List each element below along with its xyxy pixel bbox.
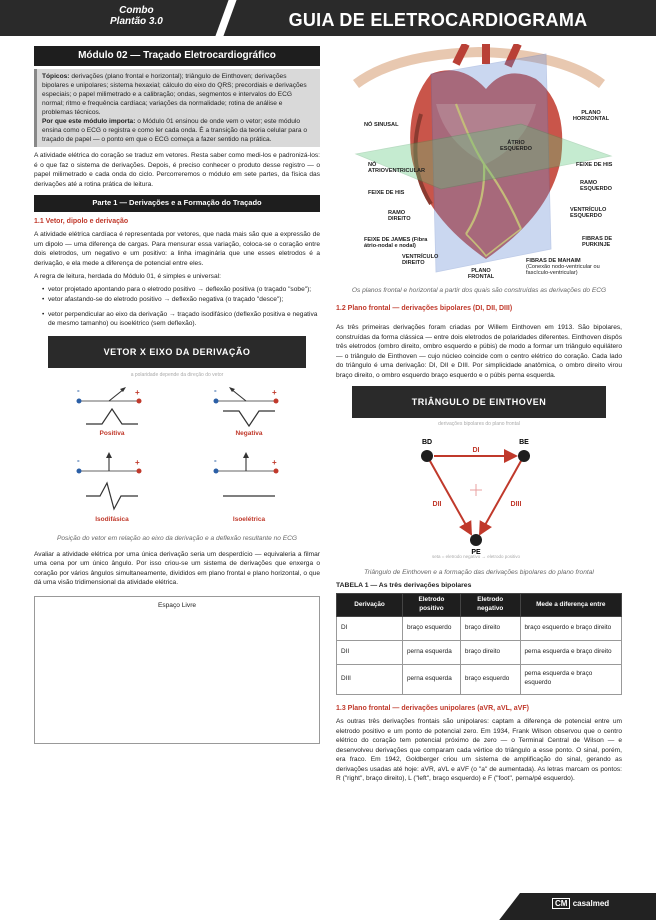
figure1-subtitle: a polaridade depende da direção do vetor	[130, 372, 224, 379]
label-mahaim	[526, 258, 622, 276]
intro-paragraph: A atividade elétrica do coração se traduz em vetores. Resta saber como medi-los e padronizá-los: é o que faz o sistema de derivações. Depois, é preciso conhecer o produto desse registro — o papel milimetrado e cada onda do ciclo. Percorreremos o módulo em sete partes, da física das derivações até a rotina prática de leitura.	[34, 152, 320, 188]
label-negative: Negativa	[235, 429, 263, 437]
anatomy-caption: Os planos frontal e horizontal a partir dos quais são construídas as derivações do ECG	[351, 287, 607, 294]
vector-axis-figure	[34, 379, 320, 529]
table-cell: braço direito	[460, 640, 520, 664]
section-1-2-title: 1.2 Plano frontal — derivações bipolares (DI, DII, DIII)	[336, 304, 513, 312]
rule-paragraph: A regra de leitura, herdada do Módulo 01, é simples e universal:	[34, 273, 221, 281]
table-row	[337, 616, 622, 640]
node-bd: BD	[421, 439, 433, 447]
table1-title: TABELA 1 — As três derivações bipolares	[336, 582, 472, 590]
node-be: BE	[519, 439, 529, 447]
after-figure-paragraph: Avaliar a atividade elétrica por uma única derivação seria um desperdício — equivaleria a filmar uma cena por um único ângulo. Por isso criou-se um sistema de derivações que enxerga o coração por vários ângulos simultaneamente, divididos em plano frontal e plano horizontal, o que dá uma visão tridimensional da atividade elétrica.	[34, 550, 320, 587]
page-footer	[0, 893, 656, 920]
table-cell: perna esquerda	[403, 640, 461, 664]
table-cell: DIII	[337, 664, 403, 694]
label-positive: Positiva	[99, 429, 125, 437]
table-cell: DI	[337, 616, 403, 640]
label-james-bundle: FEIXE DE JAMES (Fibra átrio-nodal e nodal)	[364, 237, 428, 250]
right-column	[336, 44, 622, 784]
label-left-branch: RAMO ESQUERDO	[580, 180, 613, 193]
combo-line2: Plantão 3.0	[110, 16, 163, 27]
label-purkinje: FIBRAS DE PURKINJE	[582, 236, 613, 249]
section-1-1-paragraph: A atividade elétrica cardíaca é representada por vetores, que nada mais são que a expressão de um dipolo — uma diferença de cargas. Para mensurar essa variação, coloca-se o coração entre dois eletrodos, um negativo e um positivo: a linha imaginária que une esses eletrodos é a derivação, e ela mede a diferença de potencial entre eles.	[34, 231, 320, 267]
list-item: • vetor afastando-se do eletrodo positivo → deflexão negativa (o traçado "desce");	[42, 295, 320, 305]
table-header: Mede a diferença entre	[520, 594, 622, 616]
section-1-1-title: 1.1 Vetor, dipolo e derivação	[34, 217, 129, 225]
lead-dii: DII	[432, 501, 442, 509]
figure1-title: VETOR X EIXO DA DERIVAÇÃO	[48, 336, 306, 368]
table-cell: braço direito	[460, 616, 520, 640]
brand-name: casalmed	[572, 899, 610, 908]
svg-text:-: -	[77, 455, 80, 465]
table-cell: braço esquerdo	[460, 664, 520, 694]
footer-cut	[0, 893, 520, 920]
figure1-caption: Posição do vetor em relação ao eixo da derivação e a deflexão resultante no ECG	[56, 535, 298, 543]
module-title: Módulo 02 — Traçado Eletrocardiográfico	[34, 46, 320, 66]
node-pe: PE	[471, 549, 481, 557]
einthoven-triangle	[336, 428, 622, 563]
positive-panel	[77, 386, 142, 437]
svg-text:+: +	[135, 457, 140, 467]
label-left-ventricle: VENTRÍCULO ESQUERDO	[570, 207, 607, 220]
topics-box	[34, 69, 320, 148]
svg-text:+: +	[272, 457, 277, 467]
brand-logo	[552, 899, 609, 910]
table-cell: braço esquerdo e braço direito	[520, 616, 622, 640]
label-right-branch: RAMO DIREITO	[388, 210, 411, 223]
heart-anatomy-figure	[336, 44, 622, 284]
free-space-box[interactable]	[34, 596, 320, 744]
section-1-2-paragraph: As três primeiras derivações foram criadas por Willem Einthoven em 1913. São bipolares, construídas da forma clássica — entre dois eletrodos de polaridades diferentes. Einthoven dispôs três eletrodos (ombro direito, ombro esquerdo e púbis) de modo a formar um triângulo equilátero — o triângulo de Einthoven — cujo núcleo coincide com o centro elétrico do coração. Cada lado do triângulo é uma derivação: DI, DII e DIII. Por simplicidade anatômica, o ombro direito virou braço direito, o ombro esquerdo braço esquerdo e o púbis perna esquerda.	[336, 324, 622, 379]
table-header: Eletrodo negativo	[460, 594, 520, 616]
label-his-bundle-right: FEIXE DE HIS	[576, 162, 613, 168]
figure2-subtitle: derivações bipolares do plano frontal	[438, 421, 520, 428]
label-mahaim-sub: (Conexão nodo-ventricular ou fascículo-ventricular)	[526, 264, 600, 277]
figure2-caption: Triângulo de Einthoven e a formação das derivações bipolares do plano frontal	[364, 568, 594, 576]
table-cell: perna esquerda e braço direito	[520, 640, 622, 664]
label-frontal-plane: PLANO FRONTAL	[467, 268, 495, 281]
table-row	[337, 640, 622, 664]
label-av-node: NÓ ATRIOVENTRICULAR	[368, 162, 426, 175]
label-horizontal-plane: PLANO HORIZONTAL	[572, 110, 610, 123]
topics-label: Tópicos:	[42, 72, 70, 80]
svg-text:-: -	[214, 385, 217, 395]
label-isoelectric: Isoelétrica	[232, 515, 266, 523]
table-cell: DII	[337, 640, 403, 664]
label-isodiphasic: Isodifásica	[95, 515, 129, 523]
svg-text:+: +	[135, 387, 140, 397]
figure2-legend: seta = eletrodo negativo → eletrodo positivo	[432, 554, 520, 560]
isoelectric-panel	[214, 452, 279, 523]
free-space-label: Espaço Livre	[157, 602, 197, 609]
figure2-title: TRIÂNGULO DE EINTHOVEN	[352, 386, 606, 418]
isodiphasic-panel	[77, 452, 142, 523]
why-text: o Módulo 01 ensinou de onde vem o vetor; este módulo ensina como o ECG o registra e como ler cada onda. É a transição da teoria celular para o traçado de papel — o ponto em que o ECG começa a fazer sentido na prática.	[42, 117, 307, 144]
why-label: Por que este módulo importa:	[42, 117, 136, 125]
table-cell: braço esquerdo	[403, 616, 461, 640]
label-left-atrium: ÁTRIO ESQUERDO	[499, 140, 532, 153]
section-1-3-title: 1.3 Plano frontal — derivações unipolares (aVR, aVL, aVF)	[336, 704, 529, 712]
label-right-ventricle: VENTRÍCULO DIREITO	[402, 254, 439, 267]
list-item: • vetor projetado apontando para o eletrodo positivo → deflexão positiva (o traçado "sobe");	[42, 285, 320, 295]
table-header: Eletrodo positivo	[403, 594, 461, 616]
combo-badge	[110, 5, 163, 27]
part1-heading: Parte 1 — Derivações e a Formação do Traçado	[34, 195, 320, 211]
combo-line1: Combo	[119, 5, 154, 16]
left-column	[34, 46, 320, 744]
page-header	[0, 0, 656, 40]
label-mahaim-title: FIBRAS DE MAHAIM	[526, 258, 581, 264]
svg-text:-: -	[214, 455, 217, 465]
table-header: Derivação	[337, 594, 403, 616]
bipolar-table	[336, 593, 622, 694]
label-his-bundle-left: FEIXE DE HIS	[368, 190, 405, 196]
label-sinus-node: NÓ SINUSAL	[364, 122, 399, 128]
rule-list	[42, 285, 320, 329]
table-row	[337, 664, 622, 694]
topics-text: derivações (plano frontal e horizontal); triângulo de Einthoven; derivações bipolares e unipolares; sistema hexaxial; cálculo do eixo do QRS; precordiais e derivações especiais; o papel milimetrado e a calibração; ondas, segmentos e intervalos do ECG normal; ritmo e frequência cardíaca; variações da normalidade; rotina de análise e problemas técnicos.	[42, 72, 307, 116]
brand-cm: CM	[552, 898, 570, 909]
negative-panel	[214, 386, 279, 437]
lead-di: DI	[472, 447, 480, 455]
lead-diii: DIII	[510, 501, 522, 509]
page-title: GUIA DE ELETROCARDIOGRAMA	[288, 10, 588, 30]
table-cell: perna esquerda e braço esquerdo	[520, 664, 622, 694]
table-cell: perna esquerda	[403, 664, 461, 694]
section-1-3-paragraph: As outras três derivações frontais são unipolares: captam a diferença de potencial entre um eletrodo positivo e um ponto de potencial zero. Em 1934, Frank Wilson observou que o centro elétrico do coração tem potencial próximo de zero — o Terminal Central de Wilson — e desenvolveu derivações que comparam cada vértice do triângulo a esse ponto. O sinal, porém, era fraco. Em 1942, Goldberger criou um sistema de amplificação do sinal, gerando as derivações usadas até hoje: aVR, aVL e aVF (o "a" de aumentada). As letras marcam os pontos: R ("right", braço direito), L ("left", braço esquerdo) e F ("foot", perna/pé esquerdo).	[336, 718, 622, 783]
list-item: • vetor perpendicular ao eixo da derivação → traçado isodifásico (deflexão positiva e negativa de mesmo tamanho) ou isoelétrico (sem deflexão).	[42, 310, 320, 329]
svg-text:+: +	[272, 387, 277, 397]
svg-text:-: -	[77, 385, 80, 395]
